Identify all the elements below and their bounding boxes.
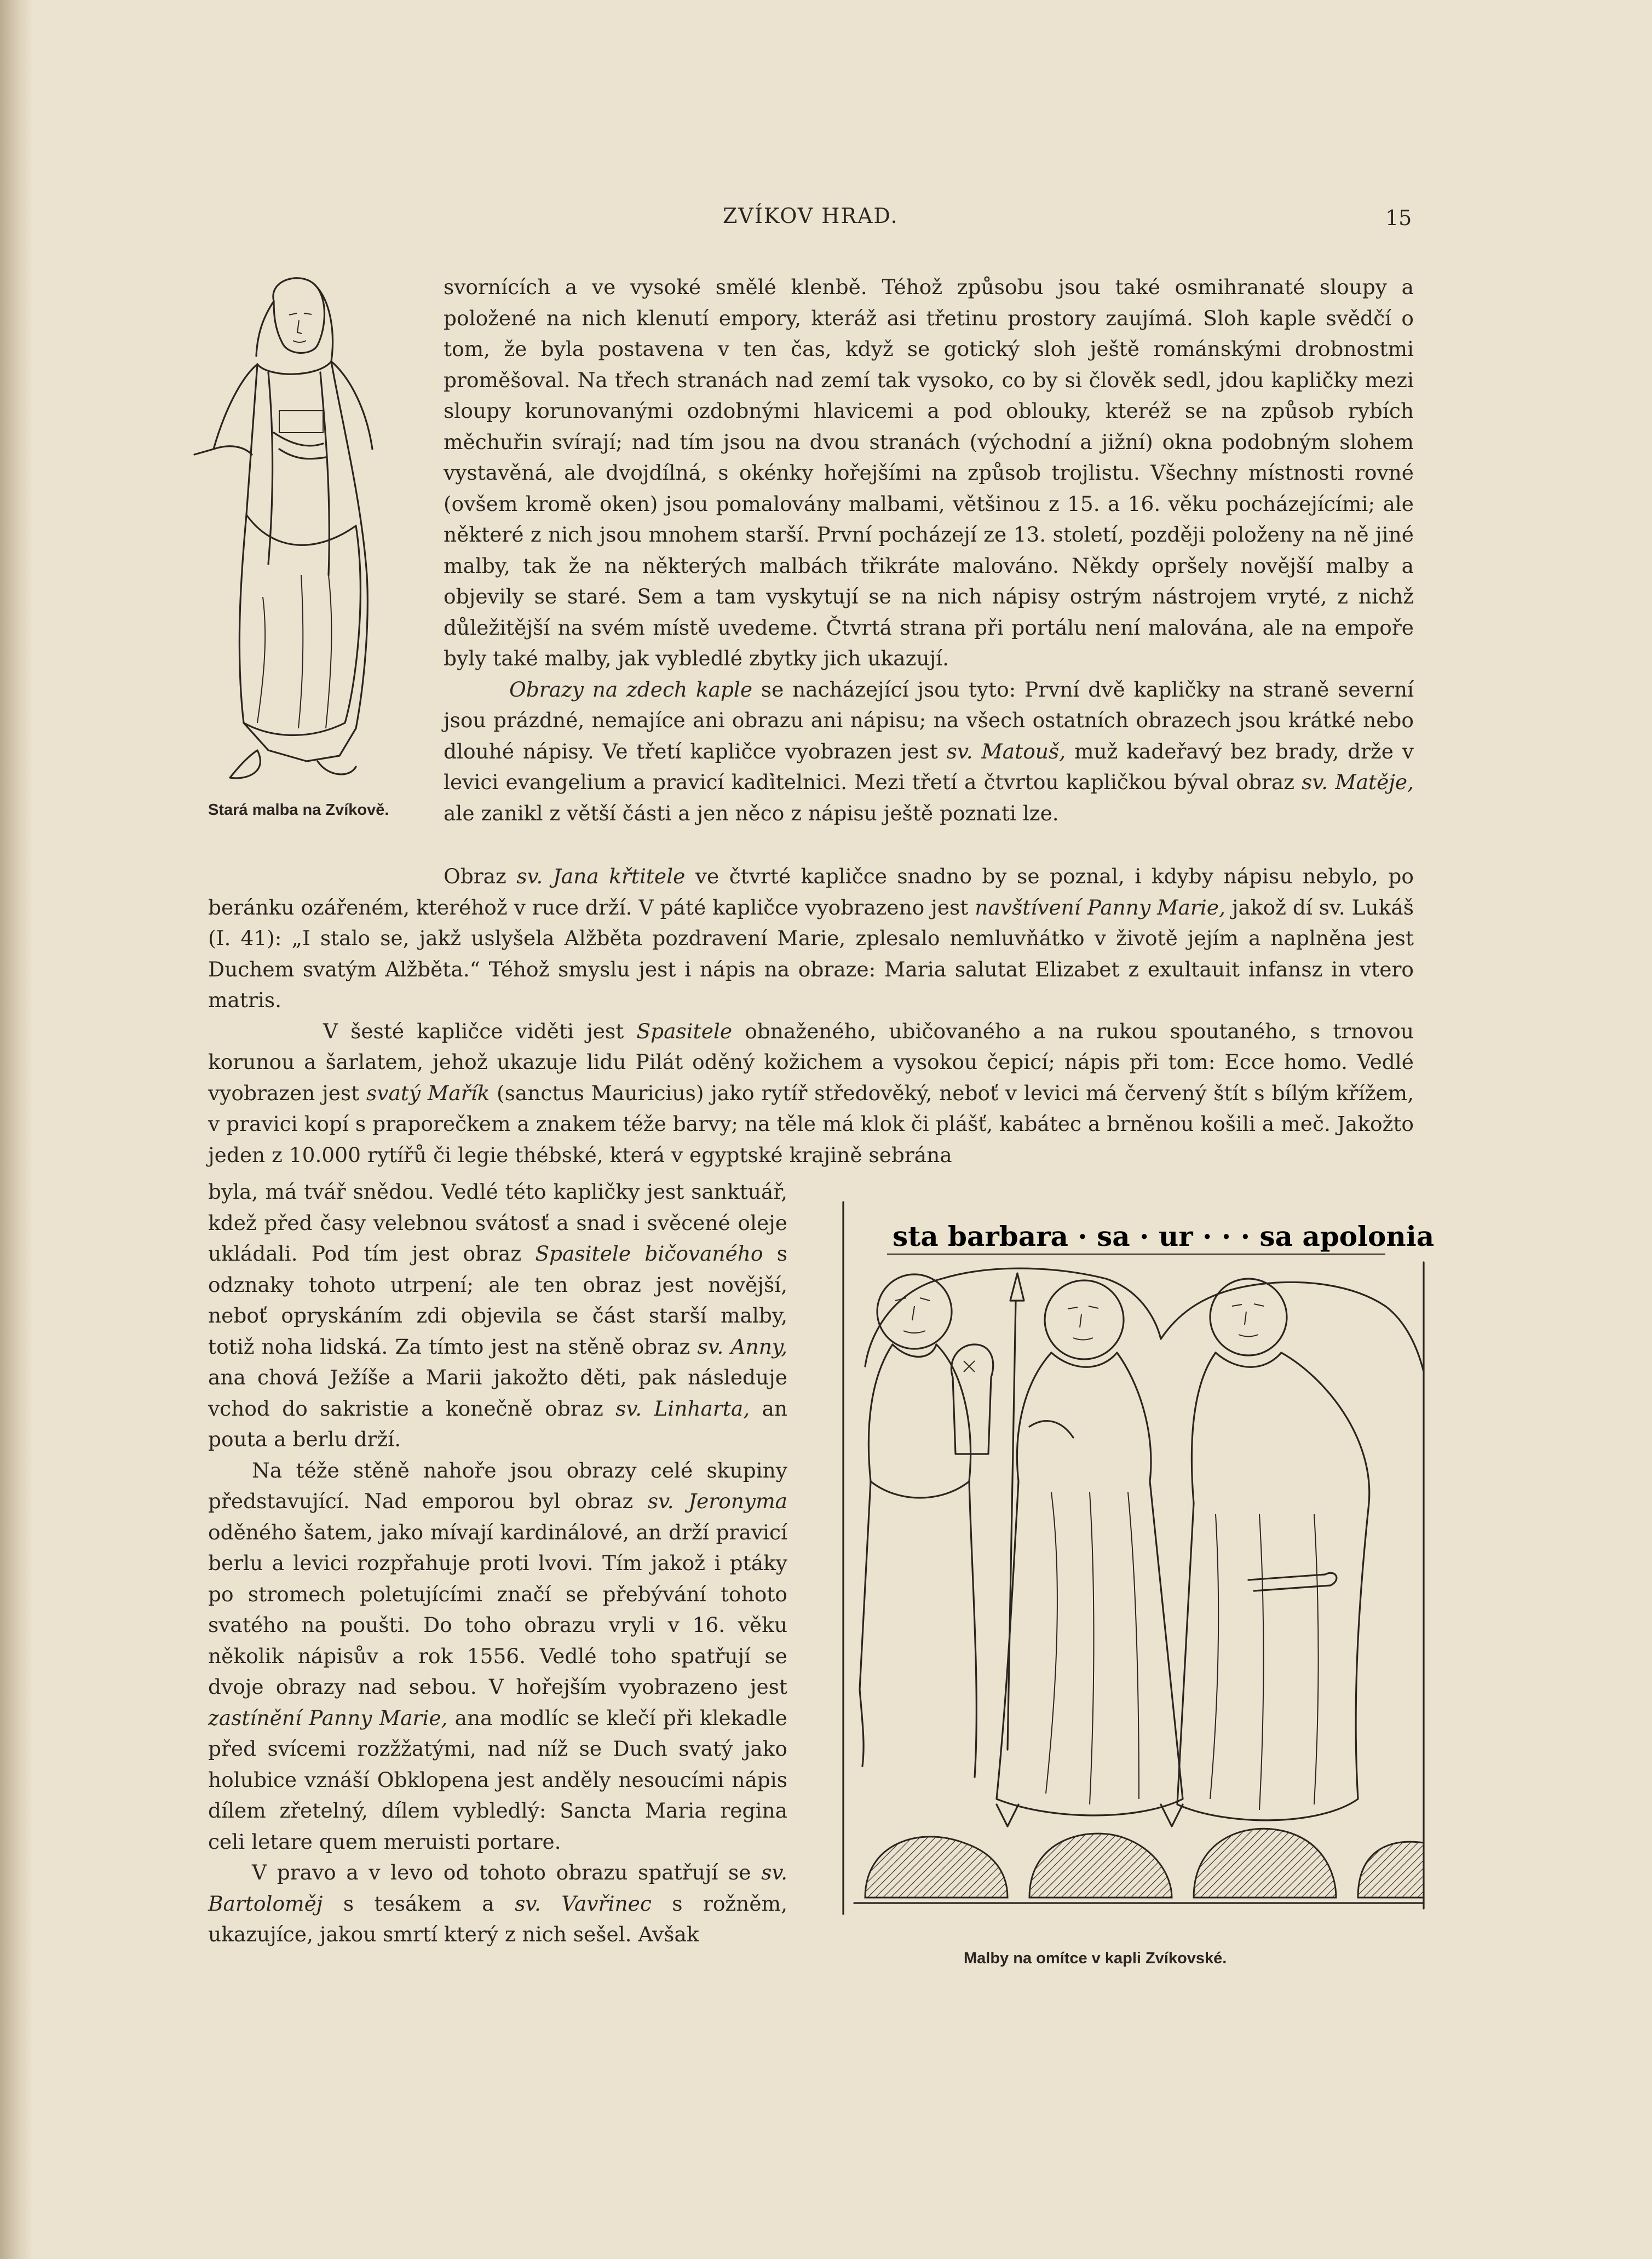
italic-term: svatý Mařík (366, 1080, 490, 1105)
paragraph-6: Na téže stěně nahoře jsou obrazy celé skupiny představující. Nad emporou byl obraz sv. Jeronyma oděného šatem, jako mívají kardinálové, an drží pravicí berlu a levici rozpřahuje proti lvovi. Tím jakož i ptáky po stromech poletujícími značí se přebývání tohoto svatého na poušti. Do toho obrazu vryli v 16. věku několik nápisův a rok 1556. Vedlé toho spatřují se dvoje obrazy nad sebou. V hořejším vyobrazeno jest zastínění Panny Marie, ana modlíc se klečí při klekadle před svícemi rozžžatými, nad níž se Duch svatý jako holubice vznáší Obklopena jest anděly nesoucími nápis dílem zřetelný, dílem vybledlý: Sancta Maria regina celi letare quem meruisti portare. (208, 1458, 788, 1854)
running-header (0, 204, 1652, 237)
chapel-wall-painting-illustration (832, 1197, 1437, 1925)
paragraph-5: byla, má tvář snědou. Vedlé této kapličky jest sanktuář, kdež před časy velebnou svátosť a snad i svěcené oleje ukládali. Pod tím jest obraz Spasitele bičovaného s odznaky tohoto utrpení; ale ten obraz jest novější, neboť opryskáním zdi objevila se část starší malby, totiž noha lidská. Za tímto jest na stěně obraz sv. Anny, ana chová Ježíše a Marii jakožto děti, pak následuje vchod do sakristie a konečně obraz sv. Linharta, an pouta a berlu drží. (208, 1180, 787, 1451)
page-number: 15 (1385, 206, 1412, 230)
text-block-left (208, 1176, 787, 1950)
binding-gutter (0, 0, 33, 2259)
italic-term: Spasitele (636, 1019, 733, 1043)
paragraph-7: V pravo a v levo od tohoto obrazu spatřují se sv. Bartoloměj s tesákem a sv. Vavřinec s rožněm, ukazujíce, jakou smrtí který z nich sešel. Avšak (208, 1860, 787, 1946)
italic-term: navštívení Panny Marie, (975, 895, 1225, 919)
paragraph-3: Obraz sv. Jana křtitele ve čtvrté kapličce snadno by se poznal, i kdyby nápisu nebylo, po beránku ozářeném, kteréhož v ruce drží. V páté kapličce vyobrazeno jest navštívení Panny Marie, jakož dí sv. Lukáš (I. 41): „I stalo se, jakž uslyšela Alžběta pozdravení Marie, zplesalo nemluvňátko v životě jejím a naplněna jest Duchem svatým Alžběta.“ Téhož smyslu jest i nápis na obraze: Maria salutat Elizabet z exultauit infansz in vtero matris. (208, 864, 1414, 1012)
running-title: ZVÍKOV HRAD. (723, 204, 899, 228)
paragraph-1: svornících a ve vysoké smělé klenbě. Téhož způsobu jsou také osmihranaté sloupy a položené na nich klenutí empory, kteráž asi třetinu prostory zaujímá. Sloh kaple svědčí o tom, že byla postavena v ten čas, když se gotický sloh ještě románskými drobnostmi proměšoval. Na třech stranách nad zemí tak vysoko, co by si člověk sedl, jdou kapličky mezi sloupy korunovanými ozdobnými hlavicemi a pod oblouky, kteréž se na způsob rybích měchuřin svírají; nad tím jsou na dvou stranách (východní a jižní) okna podobným slohem vystavěná, ale dvojdílná, s okénky hořejšími na způsob trojlistu. Všechny místnosti rovné (ovšem kromě oken) jsou pomalovány malbami, většinou z 15. a 16. věku pocházejícími; ale některé z nich jsou mnohem starší. První pocházejí ze 13. století, později položeny na ně jiné malby, tak že na některých malbách třikráte malováno. Někdy opršely novější malby a objevily se staré. Sem a tam vyskytují se na nich nápisy ostrým nástrojem vryté, z nichž důležitější na svém místě uvedeme. Čtvrtá strana při portálu není malována, ale na empoře byly také malby, jak vybledlé zbytky jich ukazují. (444, 275, 1414, 670)
italic-term: sv. Jana křtitele (516, 864, 686, 888)
figure1-caption: Stará malba na Zvíkově. (208, 801, 389, 819)
text-block-full (208, 861, 1414, 1170)
italic-term: Obrazy na zdech kaple (509, 677, 753, 702)
italic-term: sv. Anny, (697, 1334, 787, 1359)
paragraph-2: Obrazy na zdech kaple se nacházející jsou tyto: První dvě kapličky na straně severní jsou prázdné, nemajíce ani obrazu ani nápisu; na všech ostatních obrazech jsou krátké nebo dlouhé nápisy. Ve třetí kapličce vyobrazen jest sv. Matouš, muž kadeřavý bez brady, drže v levici evangelium a pravicí kadi̇̀telnici. Mezi třetí a čtvrtou kapličkou býval obraz sv. Matěje, ale zanikl z větší části a jen něco z nápisu ještě poznati lze. (444, 677, 1414, 825)
italic-term: Spasitele bičovaného (535, 1241, 763, 1266)
text-block-right (444, 272, 1414, 829)
saint-figure-illustration (192, 268, 389, 783)
italic-term: zastínění Panny Marie, (208, 1705, 448, 1730)
figure2-caption: Malby na omítce v kapli Zvíkovské. (964, 1950, 1227, 1967)
paragraph-4: V šesté kapličce viděti jest Spasitele obnaženého, ubičovaného a na rukou spoutaného, s trnovou korunou a šarlatem, jehož ukazuje lidu Pilát oděný kožichem a vysokou čepicí; nápis při tom: Ecce homo. Vedlé vyobrazen jest svatý Mařík (sanctus Mauricius) jako rytíř středověký, neboť v levici má červený štít s bílým křížem, v pravici kopí s praporečkem a znakem téže barvy; na těle má klok či plášť, kabátec a brněnou košili a meč. Jakožto jeden z 10.000 rytířů či legie thébské, která v egyptské krajině sebrána (208, 1019, 1414, 1167)
italic-term: sv. Matěje, (1302, 770, 1414, 794)
italic-term: sv. Matouš, (946, 739, 1066, 763)
italic-term: sv. Bartoloměj (208, 1860, 787, 1916)
italic-term: sv. Vavřinec (515, 1891, 652, 1916)
italic-term: sv. Linharta, (615, 1396, 750, 1421)
gothic-inscription: sta barbara · sa · ur · · · sa apolonia (893, 1220, 1435, 1252)
italic-term: sv. Jeronyma (647, 1489, 787, 1513)
